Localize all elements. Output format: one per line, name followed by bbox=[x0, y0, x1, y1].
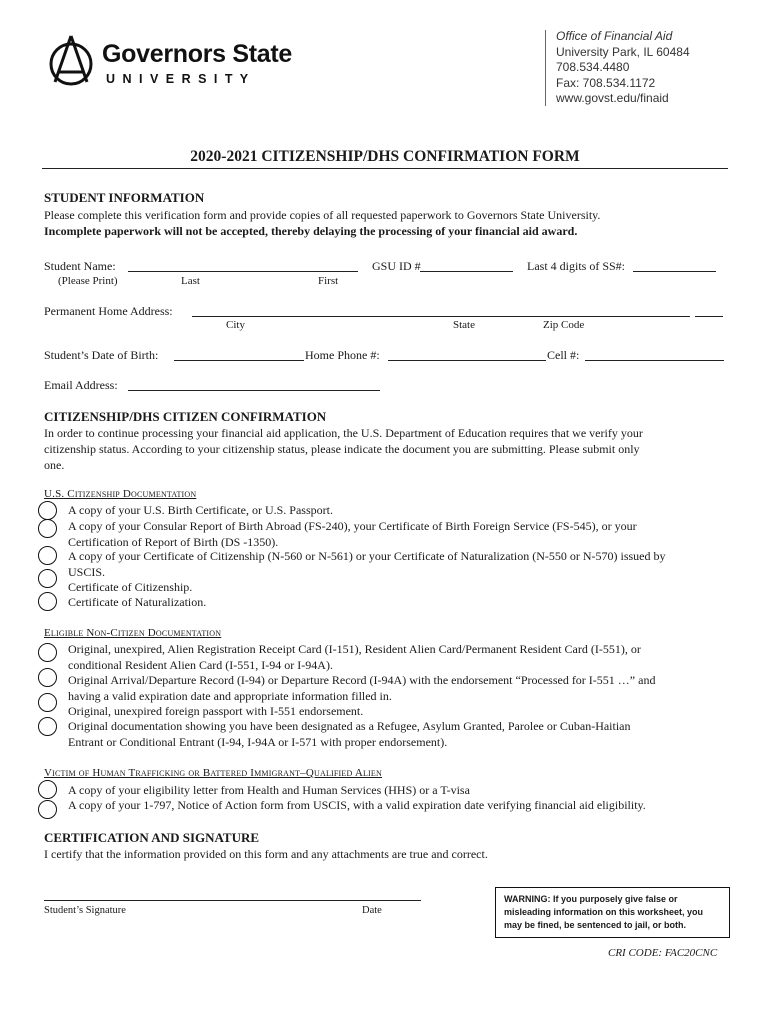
noncitizen-option-2-radio[interactable] bbox=[38, 668, 57, 687]
us-doc-option-2-radio[interactable] bbox=[38, 519, 57, 538]
ssn-field[interactable] bbox=[633, 271, 716, 272]
us-doc-option-3-line: A copy of your Certificate of Citizenship (N-560 or N-561) or your Certificate of Naturalization (N-550 or N-570) issued by bbox=[68, 549, 666, 563]
cri-code: CRI CODE: FAC20CNC bbox=[608, 947, 718, 959]
us-doc-option-4-radio[interactable] bbox=[38, 569, 57, 588]
signature-line[interactable] bbox=[44, 900, 421, 901]
logo-name: Governors State bbox=[102, 40, 293, 68]
trafficking-option-1-radio[interactable] bbox=[38, 780, 57, 799]
incomplete-warning: Incomplete paperwork will not be accepted, thereby delaying the processing of your financial aid award. bbox=[44, 224, 578, 238]
office-info bbox=[556, 29, 690, 107]
us-doc-option-3-radio[interactable] bbox=[38, 546, 57, 565]
citizenship-para-line: citizenship status. According to your citizenship status, please indicate the document you are submitting. Please submit only bbox=[44, 442, 640, 456]
last-name-caption: Last bbox=[181, 275, 200, 287]
cell-field[interactable] bbox=[585, 360, 724, 361]
us-doc-option-1: A copy of your U.S. Birth Certificate, or U.S. Passport. bbox=[68, 503, 333, 517]
city-caption: City bbox=[226, 319, 245, 331]
ssn-label: Last 4 digits of SS#: bbox=[527, 259, 626, 273]
address-extra-field[interactable] bbox=[695, 316, 723, 317]
first-name-caption: First bbox=[318, 275, 339, 287]
noncitizen-option-1-radio[interactable] bbox=[38, 643, 57, 662]
noncitizen-option-4-line: Entrant or Conditional Entrant (I-94, I-94A or I-571 with proper endorsement). bbox=[68, 734, 448, 749]
office-title: Office of Financial Aid bbox=[556, 29, 673, 43]
warning-line: WARNING: If you purposely give false or bbox=[504, 894, 678, 904]
noncitizen-option-4-line: Original documentation showing you have been designated as a Refugee, Asylum Granted, Parolee or Cuban-Haitian bbox=[68, 719, 631, 733]
trafficking-option-1: A copy of your eligibility letter from Health and Human Services (HHS) or a T-visa bbox=[68, 783, 470, 797]
student-name-label: Student Name: bbox=[44, 259, 116, 273]
office-fax: Fax: 708.534.1172 bbox=[556, 75, 656, 90]
office-address: University Park, IL 60484 bbox=[556, 44, 690, 59]
noncitizen-option-2-line: Original Arrival/Departure Record (I-94) or Departure Record (I-94A) with the endorsement “Processed for I-551 …” and bbox=[68, 673, 656, 687]
home-phone-label: Home Phone #: bbox=[305, 348, 380, 362]
us-doc-option-2 bbox=[68, 519, 637, 550]
trafficking-docs-heading: Victim of Human Trafficking or Battered Immigrant–Qualified Alien bbox=[44, 767, 382, 779]
noncitizen-option-2-line: having a valid expiration date and appropriate information filled in. bbox=[68, 688, 392, 703]
noncitizen-option-2 bbox=[68, 673, 655, 704]
cell-label: Cell #: bbox=[547, 348, 580, 362]
noncitizen-option-4-radio[interactable] bbox=[38, 717, 57, 736]
noncitizen-option-4 bbox=[68, 719, 631, 750]
office-website: www.govst.edu/finaid bbox=[556, 91, 669, 105]
dob-label: Student’s Date of Birth: bbox=[44, 348, 159, 362]
please-print-note: (Please Print) bbox=[58, 275, 118, 287]
noncitizen-option-3: Original, unexpired foreign passport with I-551 endorsement. bbox=[68, 704, 364, 718]
student-info-intro: Please complete this verification form and provide copies of all requested paperwork to Governors State University. bbox=[44, 208, 601, 222]
citizenship-para-line: one. bbox=[44, 458, 65, 472]
dob-field[interactable] bbox=[174, 360, 304, 361]
certification-text: I certify that the information provided on this form and any attachments are true and correct. bbox=[44, 847, 488, 861]
noncitizen-option-1 bbox=[68, 642, 641, 673]
gsu-id-label: GSU ID # bbox=[372, 259, 421, 273]
us-doc-option-1-radio[interactable] bbox=[38, 501, 57, 520]
us-docs-heading: U.S. Citizenship Documentation bbox=[44, 488, 197, 500]
noncitizen-docs-heading: Eligible Non-Citizen Documentation bbox=[44, 627, 222, 639]
student-name-field[interactable] bbox=[128, 271, 358, 272]
us-doc-option-4: Certificate of Citizenship. bbox=[68, 580, 193, 594]
citizenship-para-line: In order to continue processing your financial aid application, the U.S. Department of Education requires that we verify your bbox=[44, 426, 643, 440]
office-divider bbox=[545, 30, 546, 106]
email-label: Email Address: bbox=[44, 378, 118, 392]
us-doc-option-2-line: Certification of Report of Birth (DS -1350). bbox=[68, 534, 279, 549]
us-doc-option-2-line: A copy of your Consular Report of Birth Abroad (FS-240), your Certificate of Birth Foreign Service (FS-545), or your bbox=[68, 519, 637, 533]
signature-label: Student’s Signature bbox=[44, 905, 126, 916]
warning-line: misleading information on this worksheet, you bbox=[504, 907, 704, 917]
trafficking-option-2-radio[interactable] bbox=[38, 800, 57, 819]
logo-sub: U N I V E R S I T Y bbox=[106, 72, 251, 86]
noncitizen-option-1-line: Original, unexpired, Alien Registration Receipt Card (I-151), Resident Alien Card/Permanent Resident Card (I-551), or bbox=[68, 642, 641, 656]
us-doc-option-5: Certificate of Naturalization. bbox=[68, 595, 207, 609]
trafficking-option-2: A copy of your 1-797, Notice of Action form from USCIS, with a valid expiration date verifying financial aid eligibility. bbox=[68, 798, 646, 812]
citizenship-heading: CITIZENSHIP/DHS CITIZEN CONFIRMATION bbox=[44, 409, 327, 424]
title-rule bbox=[42, 168, 728, 169]
noncitizen-option-1-line: conditional Resident Alien Card (I-551, I-94 or I-94A). bbox=[68, 657, 333, 672]
warning-line: may be fined, be sentenced to jail, or both. bbox=[504, 920, 687, 930]
zip-caption: Zip Code bbox=[543, 319, 585, 331]
noncitizen-option-3-radio[interactable] bbox=[38, 693, 57, 712]
address-field[interactable] bbox=[192, 316, 690, 317]
address-label: Permanent Home Address: bbox=[44, 304, 173, 318]
student-info-heading: STUDENT INFORMATION bbox=[44, 190, 205, 205]
false-info-warning-box bbox=[495, 887, 730, 938]
home-phone-field[interactable] bbox=[388, 360, 546, 361]
email-field[interactable] bbox=[128, 390, 380, 391]
gsu-id-field[interactable] bbox=[420, 271, 513, 272]
university-logo bbox=[46, 34, 306, 90]
form-title: 2020-2021 CITIZENSHIP/DHS CONFIRMATION FORM bbox=[190, 148, 580, 165]
us-doc-option-3 bbox=[68, 549, 666, 580]
us-doc-option-5-radio[interactable] bbox=[38, 592, 57, 611]
state-caption: State bbox=[453, 319, 475, 331]
certification-heading: CERTIFICATION AND SIGNATURE bbox=[44, 830, 260, 845]
citizenship-paragraph bbox=[44, 425, 643, 473]
date-label: Date bbox=[362, 905, 382, 916]
us-doc-option-3-line: USCIS. bbox=[68, 564, 106, 579]
logo-mark-icon bbox=[46, 34, 96, 86]
office-phone: 708.534.4480 bbox=[556, 60, 630, 74]
